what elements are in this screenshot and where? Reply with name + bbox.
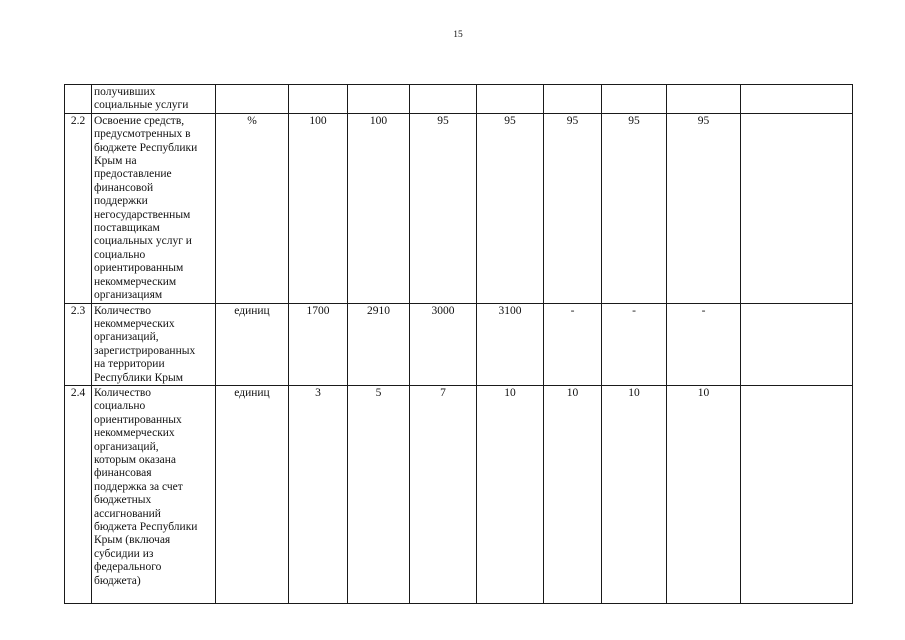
notes-cell xyxy=(741,113,853,303)
value-cell: 2910 xyxy=(348,303,410,385)
table-row xyxy=(65,385,853,603)
value-cell: 10 xyxy=(602,385,667,603)
table-row xyxy=(65,303,853,385)
unit-cell: % xyxy=(216,113,289,303)
indicator-name-cell: получивших социальные услуги xyxy=(92,85,216,114)
row-number-cell: 2.4 xyxy=(65,385,92,603)
table-row xyxy=(65,113,853,303)
indicator-name-cell: Количество некоммерческих организаций, зарегистрированных на территории Республики Крым xyxy=(92,303,216,385)
value-cell: 3 xyxy=(289,385,348,603)
row-number-cell xyxy=(65,85,92,114)
value-cell xyxy=(667,85,741,114)
value-cell xyxy=(477,85,544,114)
value-cell: 100 xyxy=(348,113,410,303)
page-number: 15 xyxy=(453,30,463,40)
value-cell: 95 xyxy=(602,113,667,303)
indicators-table xyxy=(64,84,853,604)
value-cell xyxy=(348,85,410,114)
value-cell: 7 xyxy=(410,385,477,603)
value-cell: 5 xyxy=(348,385,410,603)
notes-cell xyxy=(741,303,853,385)
table-row xyxy=(65,85,853,114)
value-cell: 10 xyxy=(667,385,741,603)
value-cell: 100 xyxy=(289,113,348,303)
unit-cell: единиц xyxy=(216,385,289,603)
value-cell: - xyxy=(544,303,602,385)
value-cell: 3100 xyxy=(477,303,544,385)
indicator-name-cell: Освоение средств, предусмотренных в бюджете Республики Крым на предоставление финансовой поддержки негосударственным поставщикам социальных услуг и социально ориентированным некоммерческим организациям xyxy=(92,113,216,303)
row-number-cell: 2.2 xyxy=(65,113,92,303)
value-cell xyxy=(544,85,602,114)
value-cell: 3000 xyxy=(410,303,477,385)
value-cell xyxy=(410,85,477,114)
value-cell: 1700 xyxy=(289,303,348,385)
unit-cell xyxy=(216,85,289,114)
value-cell: - xyxy=(667,303,741,385)
value-cell xyxy=(289,85,348,114)
value-cell: 95 xyxy=(667,113,741,303)
value-cell: 95 xyxy=(410,113,477,303)
row-number-cell: 2.3 xyxy=(65,303,92,385)
value-cell: - xyxy=(602,303,667,385)
value-cell: 95 xyxy=(477,113,544,303)
unit-cell: единиц xyxy=(216,303,289,385)
indicator-name-cell: Количество социально ориентированных некоммерческих организаций, которым оказана финансовая поддержка за счет бюджетных ассигнований бюджета Республики Крым (включая субсидии из федерального бюджета) xyxy=(92,385,216,603)
value-cell: 95 xyxy=(544,113,602,303)
notes-cell xyxy=(741,385,853,603)
notes-cell xyxy=(741,85,853,114)
value-cell: 10 xyxy=(477,385,544,603)
value-cell: 10 xyxy=(544,385,602,603)
value-cell xyxy=(602,85,667,114)
